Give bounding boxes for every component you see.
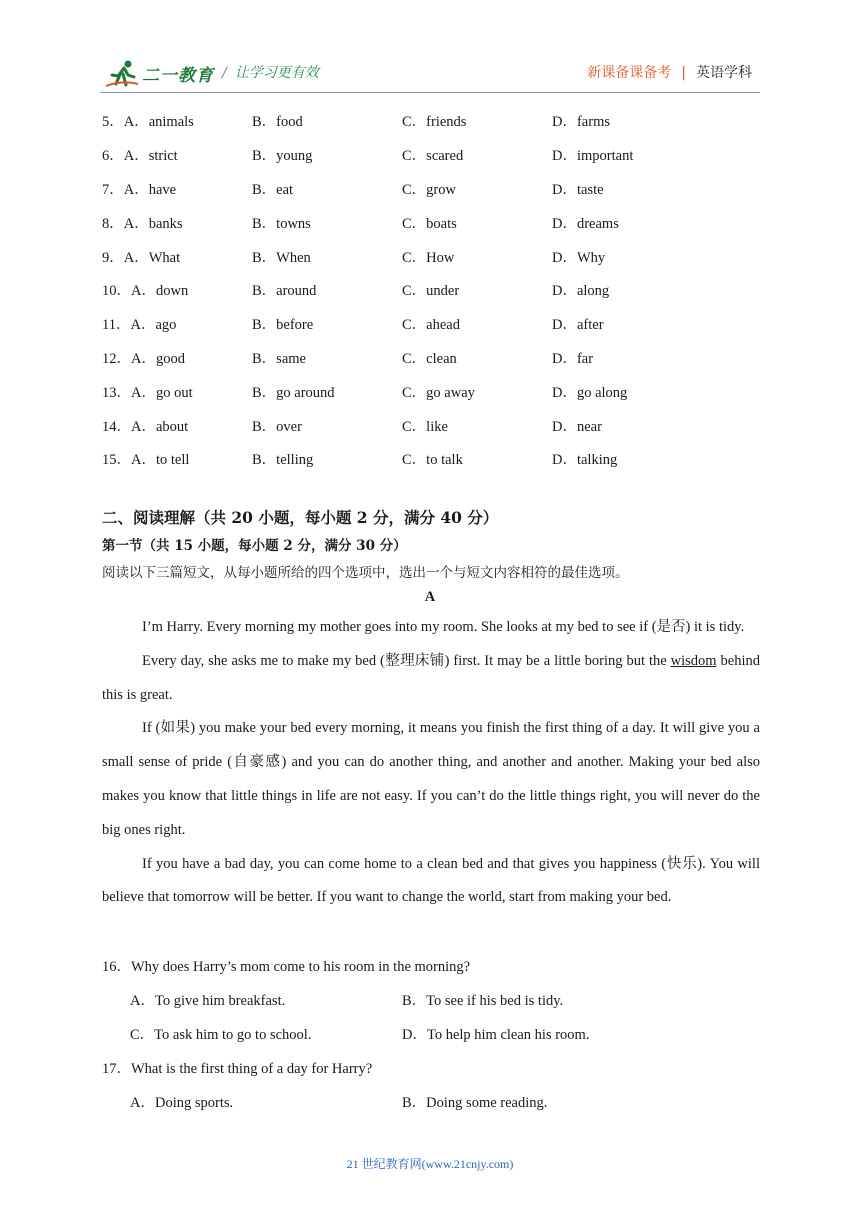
- option-row: [102, 239, 762, 273]
- logo: [104, 56, 214, 90]
- option-d: D．after: [552, 317, 604, 334]
- question-number: 6．: [102, 148, 124, 165]
- passage-paragraph: If you have a bad day, you can come home to a clean bed and that gives you happiness (快乐). You will believe that tomorrow will be better. If you want to change the world, start from making your bed.: [102, 855, 760, 906]
- option-b: B．around: [252, 283, 317, 300]
- option-row: [102, 408, 762, 442]
- option-row: [102, 205, 762, 239]
- choice-c[interactable]: C．To ask him to go to school.: [130, 1026, 312, 1043]
- options-table: [102, 104, 762, 476]
- runner-logo-icon: [104, 58, 140, 88]
- option-d: D．Why: [552, 249, 606, 266]
- option-c: C．clean: [402, 350, 457, 367]
- reading-passage: [102, 611, 760, 915]
- option-d: D．important: [552, 148, 634, 165]
- header-subject: 英语学科: [696, 65, 752, 81]
- page-header: [0, 0, 860, 95]
- header-right: [587, 62, 752, 82]
- option-c: C．How: [402, 249, 455, 266]
- header-course-label: 新课备课备考: [587, 65, 672, 81]
- header-divider: [100, 92, 760, 93]
- questions: [102, 949, 760, 1118]
- option-c: C．boats: [402, 215, 457, 232]
- option-row: [102, 104, 762, 138]
- option-a: 7．A．have: [102, 181, 177, 198]
- option-d: D．far: [552, 350, 594, 367]
- option-row: [102, 138, 762, 172]
- option-d: D．near: [552, 418, 602, 435]
- option-b: B．food: [252, 114, 303, 131]
- option-c: C．under: [402, 283, 460, 300]
- option-b: B．same: [252, 350, 306, 367]
- choice-a[interactable]: A．Doing sports.: [130, 1094, 234, 1111]
- option-d: D．taste: [552, 181, 604, 198]
- question-number: 8．: [102, 215, 124, 232]
- option-b: B．before: [252, 317, 314, 334]
- option-a: 12．A．good: [102, 350, 185, 367]
- option-a: 8．A．banks: [102, 215, 183, 232]
- option-a: 13．A．go out: [102, 384, 193, 401]
- option-c: C．go away: [402, 384, 475, 401]
- question-number: 7．: [102, 181, 124, 198]
- option-a: 15．A．to tell: [102, 452, 190, 469]
- option-a: 9．A．What: [102, 249, 181, 266]
- option-a: 10．A．down: [102, 283, 189, 300]
- option-b: B．over: [252, 418, 302, 435]
- section-instruction: 阅读以下三篇短文，从每小题所给的四个选项中，选出一个与短文内容相符的最佳选项。: [102, 565, 629, 581]
- section-subtitle: 第一节（共 15 小题，每小题 2 分，满分 30 分）: [102, 538, 407, 554]
- choice-row: [102, 1017, 760, 1051]
- page-footer[interactable]: 21 世纪教育网(www.21cnjy.com): [346, 1157, 514, 1171]
- option-b: B．go around: [252, 384, 335, 401]
- option-a: 6．A．strict: [102, 148, 178, 165]
- question-number: 11．: [102, 317, 131, 334]
- option-d: D．talking: [552, 452, 618, 469]
- choice-a[interactable]: A．To give him breakfast.: [130, 993, 286, 1010]
- slogan: / 让学习更有效: [222, 65, 319, 81]
- question-number: 12．: [102, 350, 131, 367]
- option-a: 11．A．ago: [102, 317, 177, 334]
- slogan-text: 让学习更有效: [234, 65, 319, 81]
- option-d: D．farms: [552, 114, 610, 131]
- option-b: B．towns: [252, 215, 311, 232]
- choice-d[interactable]: D．To help him clean his room.: [402, 1026, 590, 1043]
- option-d: D．go along: [552, 384, 628, 401]
- question-number: 10．: [102, 283, 131, 300]
- option-row: [102, 341, 762, 375]
- option-c: C．scared: [402, 148, 464, 165]
- section-title: 二、阅读理解（共 20 小题，每小题 2 分，满分 40 分）: [102, 508, 499, 527]
- option-row: [102, 442, 762, 476]
- question-number: 13．: [102, 384, 131, 401]
- passage-paragraph: Every day, she asks me to make my bed (整理床铺) first. It may be a little boring but the wisdom behind this is great.: [102, 652, 760, 703]
- choice-row: [102, 1084, 760, 1118]
- question-number: 5．: [102, 114, 124, 131]
- underlined-word: wisdom: [670, 652, 717, 669]
- option-c: C．to talk: [402, 452, 463, 469]
- logo-text: 二一教育: [142, 65, 214, 86]
- passage-paragraph: I’m Harry. Every morning my mother goes into my room. She looks at my bed to see if (是否) it is tidy.: [142, 619, 745, 635]
- option-a: 14．A．about: [102, 418, 189, 435]
- question-number: 14．: [102, 418, 131, 435]
- option-b: B．young: [252, 148, 313, 165]
- header-separator: |: [681, 65, 686, 81]
- question-number: 15．: [102, 452, 131, 469]
- option-row: [102, 273, 762, 307]
- question-stem: 17．What is the first thing of a day for Harry?: [102, 1060, 373, 1077]
- option-row: [102, 374, 762, 408]
- question-number: 9．: [102, 249, 124, 266]
- option-d: D．dreams: [552, 215, 619, 232]
- choice-b[interactable]: B．To see if his bed is tidy.: [402, 993, 564, 1010]
- option-row: [102, 307, 762, 341]
- question-stem: 16．Why does Harry’s mom come to his room in the morning?: [102, 959, 471, 976]
- choice-row: [102, 983, 760, 1017]
- option-b: B．eat: [252, 181, 294, 198]
- passage-paragraph: If (如果) you make your bed every morning, it means you finish the first thing of a day. It will give you a small sense of pride (自豪感) and you can do another thing, and another and another. Making your bed also makes you know that little things in life are not easy. If you can’t do the little things right, you will never do the big ones right.: [102, 720, 760, 838]
- option-b: B．telling: [252, 452, 314, 469]
- option-a: 5．A．animals: [102, 114, 194, 131]
- option-b: B．When: [252, 249, 311, 266]
- passage-label: A: [424, 589, 436, 605]
- choice-b[interactable]: B．Doing some reading.: [402, 1094, 548, 1111]
- option-row: [102, 172, 762, 206]
- option-c: C．ahead: [402, 317, 460, 334]
- option-c: C．like: [402, 418, 448, 435]
- option-c: C．friends: [402, 114, 467, 131]
- option-c: C．grow: [402, 181, 456, 198]
- option-d: D．along: [552, 283, 610, 300]
